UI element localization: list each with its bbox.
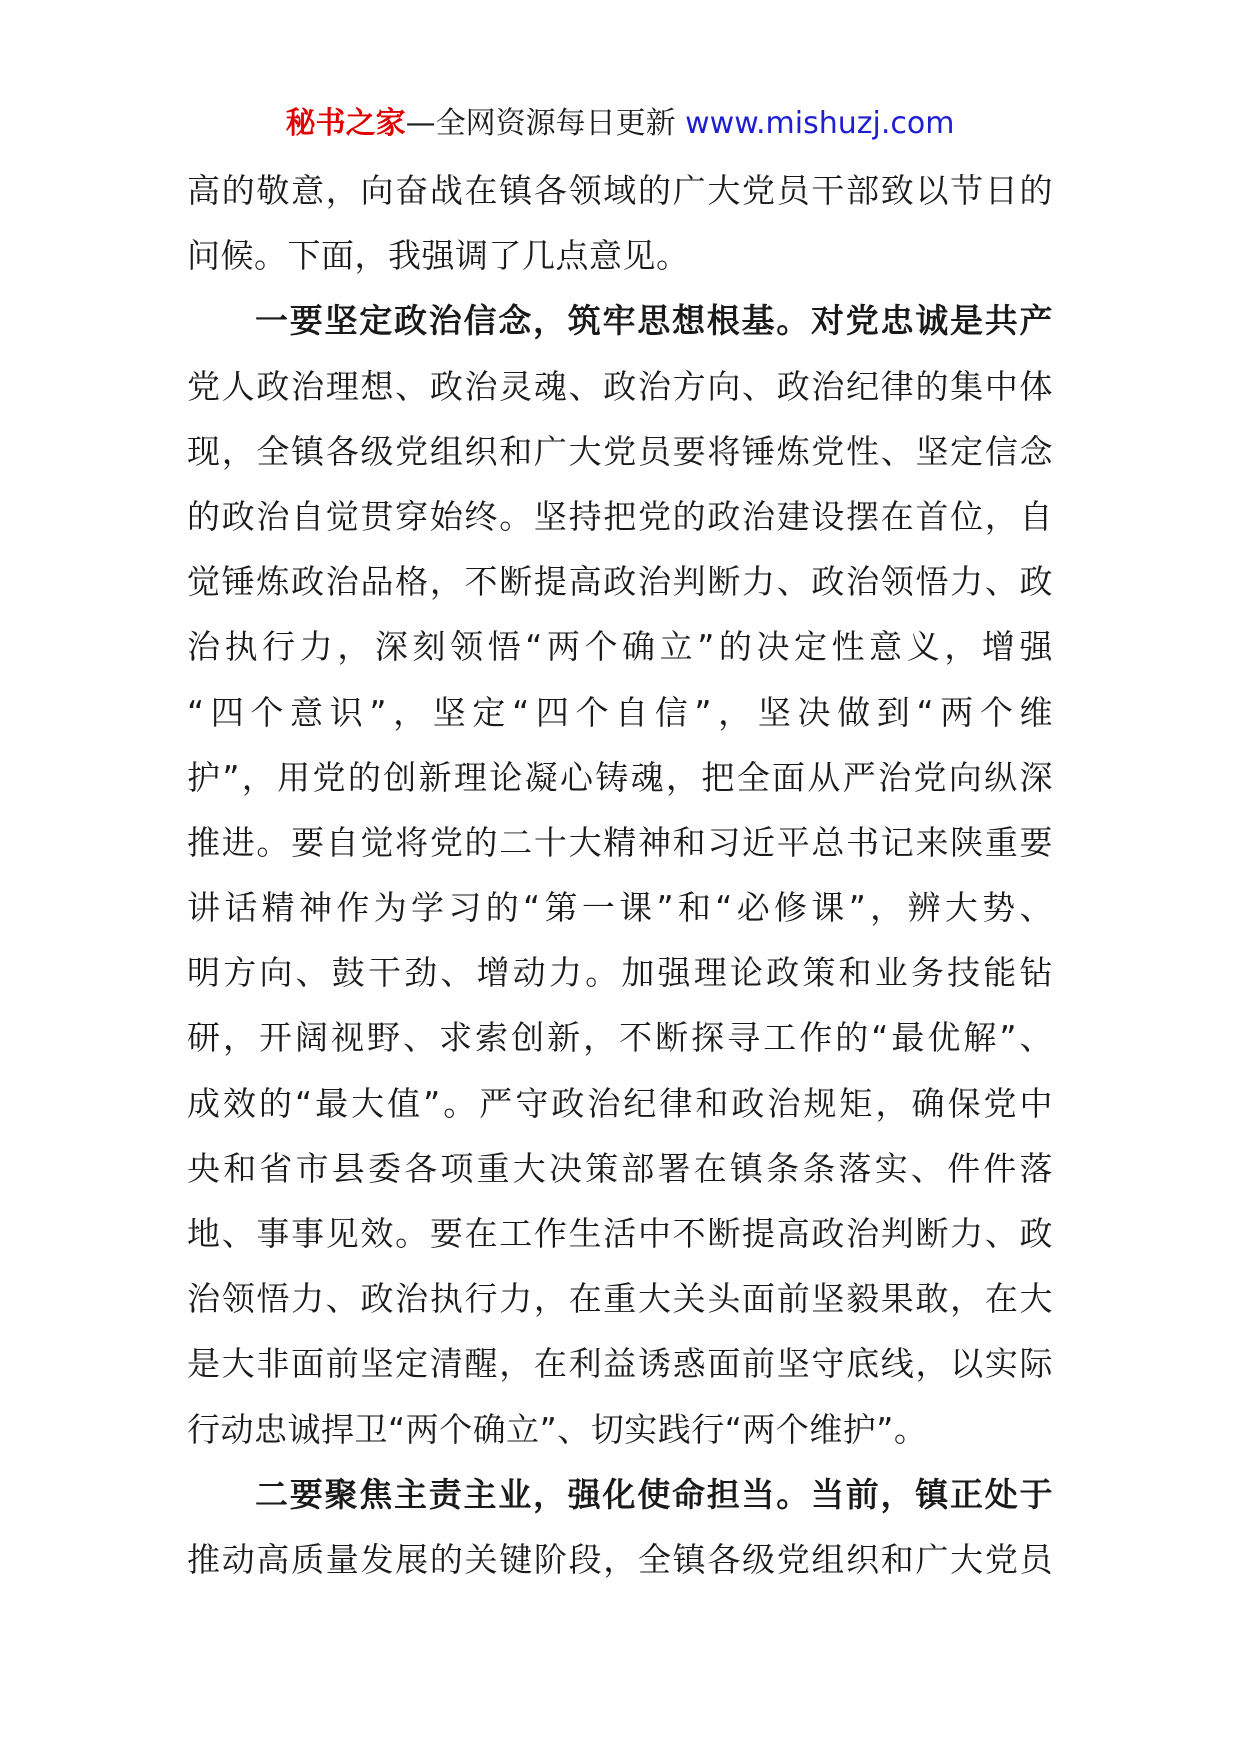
text-line: 研，开阔视野、求索创新，不断探寻工作的“最优解”、 [187,1018,1053,1058]
text-line: 高的敬意，向奋战在镇各领域的广大党员干部致以节日的 [187,171,1053,210]
text-line: 治领悟力、政治执行力，在重大关头面前坚毅果敢，在大 [187,1279,1053,1319]
text-line: 的政治自觉贯穿始终。坚持把党的政治建设摆在首位，自 [187,496,1053,536]
paragraph-lead-line: 一要坚定政治信念，筑牢思想根基。对党忠诚是共产 [255,301,1053,341]
text-line: 行动忠诚捍卫“两个确立”、切实践行“两个维护”。 [187,1409,928,1449]
text-line: 觉锤炼政治品格，不断提高政治判断力、政治领悟力、政 [187,562,1053,602]
text-line: 成效的“最大值”。严守政治纪律和政治规矩，确保党中 [187,1083,1053,1123]
text-line: “四个意识”，坚定“四个自信”，坚决做到“两个维 [187,692,1053,732]
text-line: 讲话精神作为学习的“第一课”和“必修课”，辨大势、 [187,888,1053,928]
text-line: 明方向、鼓干劲、增动力。加强理论政策和业务技能钻 [187,953,1053,993]
site-url-link[interactable]: www.mishuzj.com [685,106,955,141]
text-line: 央和省市县委各项重大决策部署在镇条条落实、件件落 [187,1148,1053,1188]
text-line: 护”，用党的创新理论凝心铸魂，把全面从严治党向纵深 [187,757,1053,797]
page-header [0,104,1240,144]
text-line: 治执行力，深刻领悟“两个确立”的决定性意义，增强 [187,627,1053,667]
text-line: 现，全镇各级党组织和广大党员要将锤炼党性、坚定信念 [187,431,1053,471]
text-line: 是大非面前坚定清醒，在利益诱惑面前坚守底线，以实际 [187,1344,1053,1384]
text-line: 推动高质量发展的关键阶段，全镇各级党组织和广大党员 [187,1539,1053,1579]
paragraph-lead-line: 二要聚焦主责主业，强化使命担当。当前，镇正处于 [255,1474,1053,1514]
text-line: 问候。下面，我强调了几点意见。 [187,236,690,276]
document-body [187,166,1053,1600]
site-brand: 秘书之家 [285,106,406,141]
text-line: 地、事事见效。要在工作生活中不断提高政治判断力、政 [187,1214,1053,1253]
text-line: 党人政治理想、政治灵魂、政治方向、政治纪律的集中体 [187,366,1053,406]
site-tagline: —全网资源每日更新 [405,106,676,141]
text-line: 推进。要自觉将党的二十大精神和习近平总书记来陕重要 [187,822,1053,862]
